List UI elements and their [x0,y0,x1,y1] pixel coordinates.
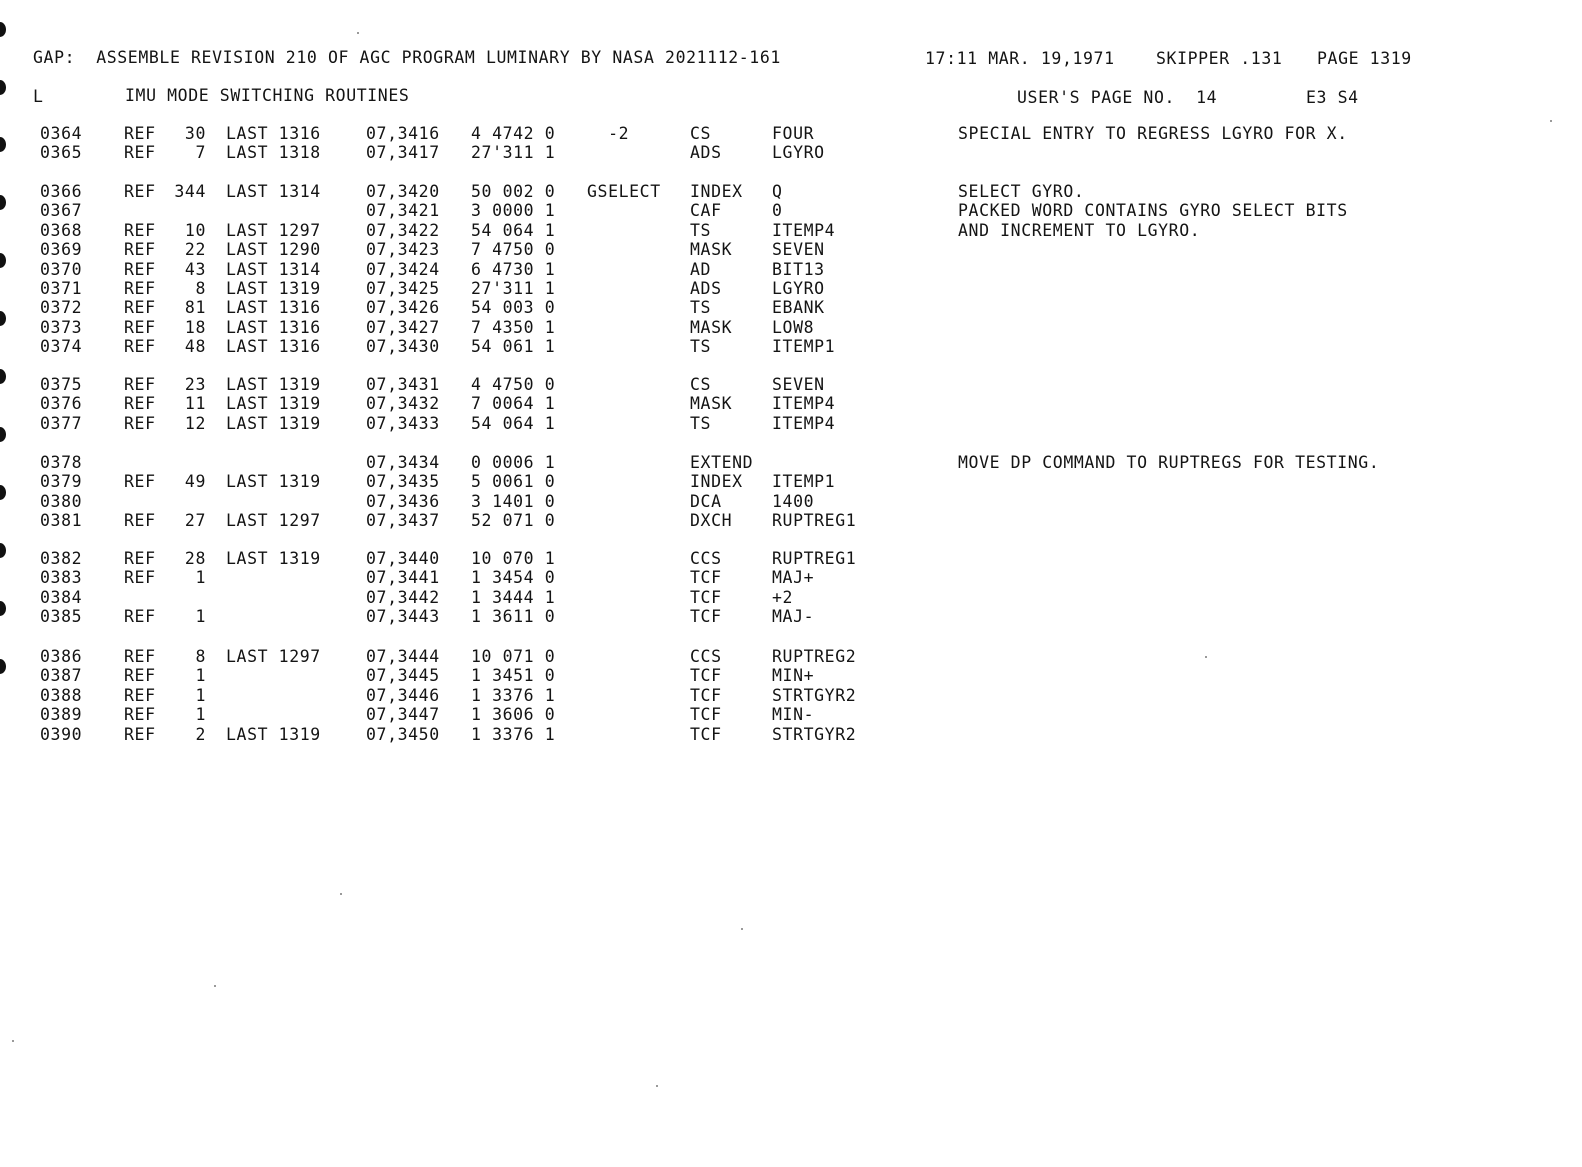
opcode: DXCH [690,511,733,531]
memory-address: 07,3425 [366,279,440,298]
last-page-ref: LAST 1297 [226,511,321,531]
header-program-title: GAP: ASSEMBLE REVISION 210 OF AGC PROGRAM LUMINARY BY NASA 2021112-161 [33,48,781,67]
operand: SEVEN [772,240,825,260]
ref-count: 28 [184,549,206,568]
operand: STRTGYR2 [772,724,857,744]
last-page-ref: LAST 1319 [226,472,321,492]
ref-count: 43 [184,259,206,279]
scan-speck [12,1040,14,1042]
operand: ITEMP1 [772,337,836,357]
line-number: 0374 [40,337,83,357]
listing-row [0,337,1582,357]
memory-address: 07,3426 [366,298,440,318]
memory-address: 07,3431 [366,375,440,394]
ref-keyword: REF [124,666,156,686]
ref-count: 10 [184,220,206,240]
opcode: MASK [690,317,733,337]
ref-count: 7 [195,143,206,163]
memory-address: 07,3435 [366,472,440,492]
octal-word: 52 071 0 [471,511,556,531]
line-number: 0380 [40,491,83,511]
scan-speck [656,1085,658,1087]
ref-keyword: REF [124,124,156,143]
symbol-label: GSELECT [587,182,661,201]
opcode: DCA [690,491,722,511]
operand: LGYRO [772,279,825,298]
octal-word: 3 0000 1 [471,201,556,221]
listing-row [0,201,1582,221]
opcode: TCF [690,607,722,627]
memory-address: 07,3417 [366,143,440,163]
operand: RUPTREG1 [772,549,857,568]
octal-word: 4 4742 0 [471,124,556,143]
line-number: 0369 [40,240,83,260]
last-page-ref: LAST 1316 [226,337,321,357]
listing-row [0,124,1582,144]
header-timestamp: 17:11 MAR. 19,1971 [925,49,1115,68]
opcode: TS [690,298,712,318]
section-title: IMU MODE SWITCHING ROUTINES [125,86,410,105]
opcode: INDEX [690,182,743,201]
octal-word: 1 3611 0 [471,607,556,627]
ref-keyword: REF [124,647,156,666]
octal-word: 54 061 1 [471,337,556,357]
ref-keyword: REF [124,259,156,279]
listing-row [0,511,1582,531]
octal-word: 1 3376 1 [471,724,556,744]
opcode: TS [690,413,712,433]
ref-count: 22 [184,240,206,260]
last-page-ref: LAST 1319 [226,413,321,433]
last-page-ref: LAST 1319 [226,394,321,414]
octal-word: 50 002 0 [471,182,556,201]
line-number: 0387 [40,666,83,686]
ref-keyword: REF [124,240,156,260]
opcode: CAF [690,201,722,221]
operand: 1400 [772,491,815,511]
header-skipper: SKIPPER .131 [1156,49,1283,68]
memory-address: 07,3445 [366,666,440,686]
operand: BIT13 [772,259,825,279]
operand: MAJ- [772,607,815,627]
operand: MAJ+ [772,568,815,588]
listing-row [0,414,1582,434]
line-number: 0364 [40,124,83,143]
opcode: TS [690,220,712,240]
octal-word: 10 071 0 [471,647,556,666]
ref-keyword: REF [124,317,156,337]
line-number: 0388 [40,685,83,705]
memory-address: 07,3416 [366,124,440,143]
ref-count: 8 [195,279,206,298]
opcode: TCF [690,685,722,705]
ref-count: 1 [195,568,206,588]
line-number: 0389 [40,705,83,725]
ref-keyword: REF [124,705,156,725]
ref-count: 48 [184,337,206,357]
octal-word: 3 1401 0 [471,491,556,511]
opcode: TCF [690,666,722,686]
octal-word: 7 4750 0 [471,240,556,260]
memory-address: 07,3436 [366,491,440,511]
octal-word: 7 0064 1 [471,394,556,414]
last-page-ref: LAST 1319 [226,279,321,298]
octal-word: 27'311 1 [471,279,556,298]
octal-word: 1 3606 0 [471,705,556,725]
memory-address: 07,3442 [366,587,440,607]
scan-speck [214,985,216,987]
ref-keyword: REF [124,143,156,163]
memory-address: 07,3432 [366,394,440,414]
listing-row [0,260,1582,280]
comment: SELECT GYRO. [958,182,1085,201]
listing-row [0,318,1582,338]
listing-row [0,588,1582,608]
line-number: 0385 [40,607,83,627]
operand: STRTGYR2 [772,685,857,705]
line-number: 0378 [40,453,83,472]
ref-keyword: REF [124,568,156,588]
listing-row [0,472,1582,492]
listing-row [0,394,1582,414]
listing-row [0,666,1582,686]
listing-row [0,568,1582,588]
memory-address: 07,3437 [366,511,440,531]
last-page-ref: LAST 1319 [226,724,321,744]
scan-speck [1550,120,1552,122]
operand: RUPTREG2 [772,647,857,666]
last-page-ref: LAST 1314 [226,182,321,201]
memory-address: 07,3444 [366,647,440,666]
comment: MOVE DP COMMAND TO RUPTREGS FOR TESTING. [958,453,1380,472]
last-page-ref: LAST 1316 [226,124,321,143]
header-page-number: PAGE 1319 [1317,49,1412,68]
line-number: 0366 [40,182,83,201]
ref-keyword: REF [124,375,156,394]
last-page-ref: LAST 1314 [226,259,321,279]
line-number: 0379 [40,472,83,492]
ref-keyword: REF [124,724,156,744]
last-page-ref: LAST 1297 [226,220,321,240]
listing-row [0,240,1582,260]
operand: LGYRO [772,143,825,163]
listing-row [0,705,1582,725]
memory-address: 07,3433 [366,413,440,433]
line-number: 0376 [40,394,83,414]
octal-word: 5 0061 0 [471,472,556,492]
page-code: E3 S4 [1306,88,1359,107]
memory-address: 07,3430 [366,337,440,357]
line-number: 0384 [40,587,83,607]
line-number: 0370 [40,259,83,279]
line-number: 0373 [40,317,83,337]
memory-address: 07,3422 [366,220,440,240]
opcode: TCF [690,587,722,607]
ref-keyword: REF [124,394,156,414]
operand: EBANK [772,298,825,318]
octal-word: 1 3444 1 [471,587,556,607]
memory-address: 07,3421 [366,201,440,221]
comment: PACKED WORD CONTAINS GYRO SELECT BITS [958,201,1348,221]
memory-address: 07,3427 [366,317,440,337]
ref-keyword: REF [124,220,156,240]
octal-word: 54 064 1 [471,220,556,240]
punch-hole-mark [0,80,6,95]
octal-word: 10 070 1 [471,549,556,568]
opcode: TCF [690,705,722,725]
comment: SPECIAL ENTRY TO REGRESS LGYRO FOR X. [958,124,1348,143]
memory-address: 07,3450 [366,724,440,744]
octal-word: 6 4730 1 [471,259,556,279]
scan-speck [741,928,743,930]
ref-count: 49 [184,472,206,492]
line-number: 0371 [40,279,83,298]
octal-word: 4 4750 0 [471,375,556,394]
octal-word: 0 0006 1 [471,453,556,472]
ref-keyword: REF [124,279,156,298]
operand: SEVEN [772,375,825,394]
listing-row [0,647,1582,667]
punch-hole-mark [0,22,6,37]
listing-row [0,182,1582,202]
ref-count: 1 [195,666,206,686]
operand: LOW8 [772,317,815,337]
scan-speck [340,893,342,895]
memory-address: 07,3443 [366,607,440,627]
ref-count: 30 [184,124,206,143]
listing-row [0,453,1582,473]
line-number: 0390 [40,724,83,744]
octal-word: 7 4350 1 [471,317,556,337]
last-page-ref: LAST 1316 [226,298,321,318]
opcode: TCF [690,568,722,588]
operand: MIN+ [772,666,815,686]
operand: ITEMP1 [772,472,836,492]
opcode: CCS [690,647,722,666]
ref-count: 18 [184,317,206,337]
ref-keyword: REF [124,413,156,433]
line-number: 0386 [40,647,83,666]
listing-row [0,375,1582,395]
memory-address: 07,3440 [366,549,440,568]
opcode: MASK [690,394,733,414]
last-page-ref: LAST 1290 [226,240,321,260]
opcode: TS [690,337,712,357]
listing-row [0,607,1582,627]
ref-count: 23 [184,375,206,394]
opcode: CS [690,375,712,394]
listing-row [0,298,1582,318]
scan-speck [357,32,359,34]
octal-word: 54 064 1 [471,413,556,433]
ref-count: 27 [184,511,206,531]
ref-count: 1 [195,705,206,725]
line-number: 0382 [40,549,83,568]
ref-count: 12 [184,413,206,433]
ref-count: 1 [195,685,206,705]
ref-count: 1 [195,607,206,627]
listing-row [0,279,1582,299]
listing-row [0,221,1582,241]
last-page-ref: LAST 1319 [226,549,321,568]
listing-row [0,725,1582,745]
listing-row [0,686,1582,706]
memory-address: 07,3424 [366,259,440,279]
opcode: ADS [690,143,722,163]
operand: 0 [772,201,783,221]
comment: AND INCREMENT TO LGYRO. [958,220,1201,240]
ref-count: 2 [195,724,206,744]
listing-row [0,492,1582,512]
last-page-ref: LAST 1316 [226,317,321,337]
ref-keyword: REF [124,182,156,201]
last-page-ref: LAST 1319 [226,375,321,394]
ref-count: 8 [195,647,206,666]
opcode: EXTEND [690,453,754,472]
line-number: 0375 [40,375,83,394]
line-number: 0381 [40,511,83,531]
opcode: INDEX [690,472,743,492]
memory-address: 07,3423 [366,240,440,260]
opcode: CCS [690,549,722,568]
line-number: 0377 [40,413,83,433]
octal-word: 1 3451 0 [471,666,556,686]
symbol-label: -2 [587,124,630,143]
memory-address: 07,3446 [366,685,440,705]
opcode: MASK [690,240,733,260]
ref-count: 81 [184,298,206,318]
ref-keyword: REF [124,472,156,492]
last-page-ref: LAST 1297 [226,647,321,666]
line-number: 0367 [40,201,83,221]
operand: ITEMP4 [772,394,836,414]
octal-word: 1 3454 0 [471,568,556,588]
line-number: 0372 [40,298,83,318]
octal-word: 27'311 1 [471,143,556,163]
operand: Q [772,182,783,201]
subheader-marker: L [33,87,44,106]
line-number: 0365 [40,143,83,163]
ref-keyword: REF [124,549,156,568]
octal-word: 1 3376 1 [471,685,556,705]
ref-keyword: REF [124,298,156,318]
memory-address: 07,3441 [366,568,440,588]
users-page-number: USER'S PAGE NO. 14 [1017,88,1218,107]
ref-count: 11 [184,394,206,414]
listing-row [0,143,1582,163]
operand: +2 [772,587,794,607]
opcode: ADS [690,279,722,298]
opcode: CS [690,124,712,143]
ref-keyword: REF [124,685,156,705]
operand: MIN- [772,705,815,725]
memory-address: 07,3434 [366,453,440,472]
line-number: 0383 [40,568,83,588]
octal-word: 54 003 0 [471,298,556,318]
ref-keyword: REF [124,511,156,531]
operand: FOUR [772,124,815,143]
line-number: 0368 [40,220,83,240]
operand: ITEMP4 [772,220,836,240]
ref-count: 344 [174,182,206,201]
operand: ITEMP4 [772,413,836,433]
opcode: AD [690,259,712,279]
operand: RUPTREG1 [772,511,857,531]
listing-row [0,549,1582,569]
memory-address: 07,3420 [366,182,440,201]
ref-keyword: REF [124,337,156,357]
memory-address: 07,3447 [366,705,440,725]
opcode: TCF [690,724,722,744]
ref-keyword: REF [124,607,156,627]
last-page-ref: LAST 1318 [226,143,321,163]
